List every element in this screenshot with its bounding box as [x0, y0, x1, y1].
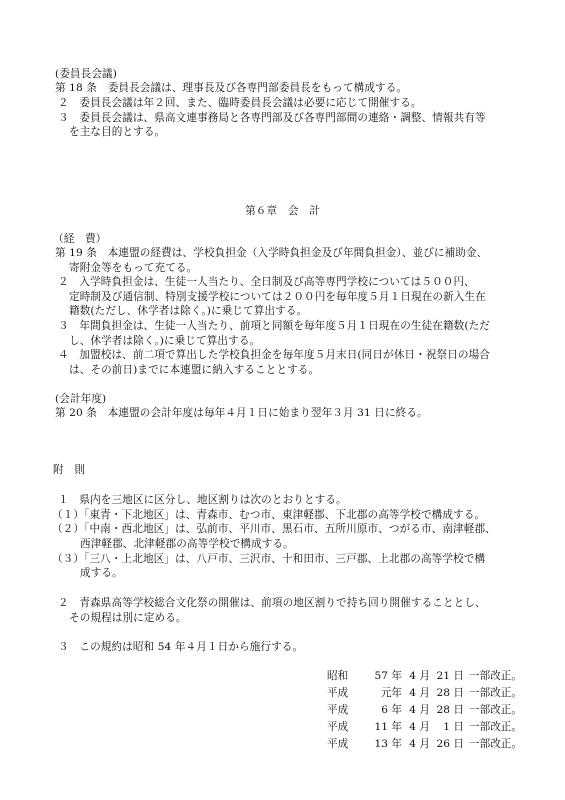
- amendment-day: 1 日: [443, 721, 464, 733]
- amendment-day: 28 日: [436, 704, 464, 716]
- amendment-day: 28 日: [436, 687, 464, 699]
- amendment-month: 4 月: [409, 704, 430, 716]
- amendment-row: [327, 686, 522, 700]
- article-19-cont: 寄附金等をもって充てる。: [69, 262, 198, 274]
- article-18: 第 18 条 委員長会議は、理事長及び各専門部委員長をもって構成する。: [55, 82, 408, 94]
- amendment-year: 11 年: [374, 721, 402, 733]
- amendment-month: 4 月: [409, 721, 430, 733]
- amendment-action: 一部改正。: [469, 738, 522, 750]
- amendment-action: 一部改正。: [469, 704, 522, 716]
- amendment-action: 一部改正。: [469, 687, 522, 699]
- amendment-era: 平成: [327, 721, 349, 733]
- supp-item-2: ２ 青森県高等学校総合文化祭の開催は、前項の地区割りで持ち回り開催することとし、: [58, 597, 486, 609]
- supp-item-1: １ 県内を三地区に区分し、地区割りは次のとおりとする。: [58, 494, 347, 506]
- supp-district-2-cont: 西津軽郡、北津軽郡の高等学校で構成する。: [80, 538, 294, 550]
- section-heading-fiscal-year: (会計年度): [55, 393, 107, 405]
- amendment-year: 13 年: [374, 738, 402, 750]
- amendment-era: 昭和: [327, 670, 349, 682]
- amendment-era: 平成: [327, 687, 349, 699]
- supp-district-1: （１）「東青・下北地区」は、青森市、むつ市、東津軽郡、下北郡の高等学校で構成する。: [52, 509, 486, 521]
- supp-item-2-cont: その規程は別に定める。: [69, 612, 187, 624]
- article-19: 第 19 条 本連盟の経費は、学校負担金（入学時負担金及び年間負担金）、並びに補助金、: [55, 247, 488, 259]
- article-18-para-3-cont: を主な目的とする。: [69, 126, 166, 138]
- article-19-para-3-cont: し、休学者は除く。)に乗じて算出する。: [69, 335, 261, 347]
- supplementary-title: 附 則: [53, 464, 86, 476]
- amendment-row: [327, 737, 522, 751]
- supp-district-2: （２）「中南・西北地区」は、弘前市、平川市、黒石市、五所川原市、つがる市、南津軽郡、: [52, 523, 496, 535]
- article-19-para-3: ３ 年間負担金は、生徒一人当たり、前項と同額を毎年度５月１日現在の生徒在籍数(ただ: [58, 320, 490, 332]
- section-heading-committee: (委員長会議): [55, 68, 117, 80]
- article-19-para-2-cont-1: 定時制及び通信制、特別支援学校については２００円を毎年度５月１日現在の新入生在: [69, 291, 486, 303]
- supp-district-3: （３）「三八・上北地区」は、八戸市、三沢市、十和田市、三戸郡、上北郡の高等学校で構: [52, 553, 486, 565]
- article-19-para-4: ４ 加盟校は、前二項で算出した学校負担金を毎年度５月末日(同日が休日・祝祭日の場合: [58, 349, 490, 361]
- supp-item-3: ３ この規約は昭和 54 年４月１日から施行する。: [58, 641, 304, 653]
- chapter-title: 第６章 会 計: [245, 205, 320, 217]
- amendment-row: [327, 720, 522, 734]
- article-18-para-3: ３ 委員長会議は、県高文連事務局と各専門部及び各専門部間の連絡・調整、情報共有等: [58, 112, 486, 124]
- amendment-year: 元年: [380, 687, 402, 699]
- amendment-action: 一部改正。: [469, 721, 522, 733]
- amendment-month: 4 月: [409, 687, 430, 699]
- article-20: 第 20 条 本連盟の会計年度は毎年４月１日に始まり翌年３月 31 日に終る。: [55, 407, 428, 419]
- supp-district-3-cont: 成する。: [80, 567, 123, 579]
- amendment-era: 平成: [327, 704, 349, 716]
- amendment-row: [327, 669, 522, 683]
- article-19-para-2: ２ 入学時負担金は、生徒一人当たり、全日制及び高等専門学校については５００円、: [58, 276, 475, 288]
- amendment-day: 21 日: [436, 670, 464, 682]
- article-18-para-2: ２ 委員長会議は年２回、また、臨時委員長会議は必要に応じて開催する。: [58, 97, 422, 109]
- amendment-action: 一部改正。: [469, 670, 522, 682]
- amendment-year: 57 年: [374, 670, 402, 682]
- article-19-para-2-cont-2: 籍数(ただし、休学者は除く。)に乗じて算出する。: [69, 305, 308, 317]
- amendment-day: 26 日: [436, 738, 464, 750]
- section-heading-expenses: （経 費）: [53, 233, 107, 245]
- amendment-era: 平成: [327, 738, 349, 750]
- article-19-para-4-cont: は、その前日)までに本連盟に納入することとする。: [69, 364, 320, 376]
- amendment-month: 4 月: [409, 738, 430, 750]
- amendment-year: 6 年: [381, 704, 402, 716]
- amendment-month: 4 月: [409, 670, 430, 682]
- amendment-row: [327, 703, 522, 717]
